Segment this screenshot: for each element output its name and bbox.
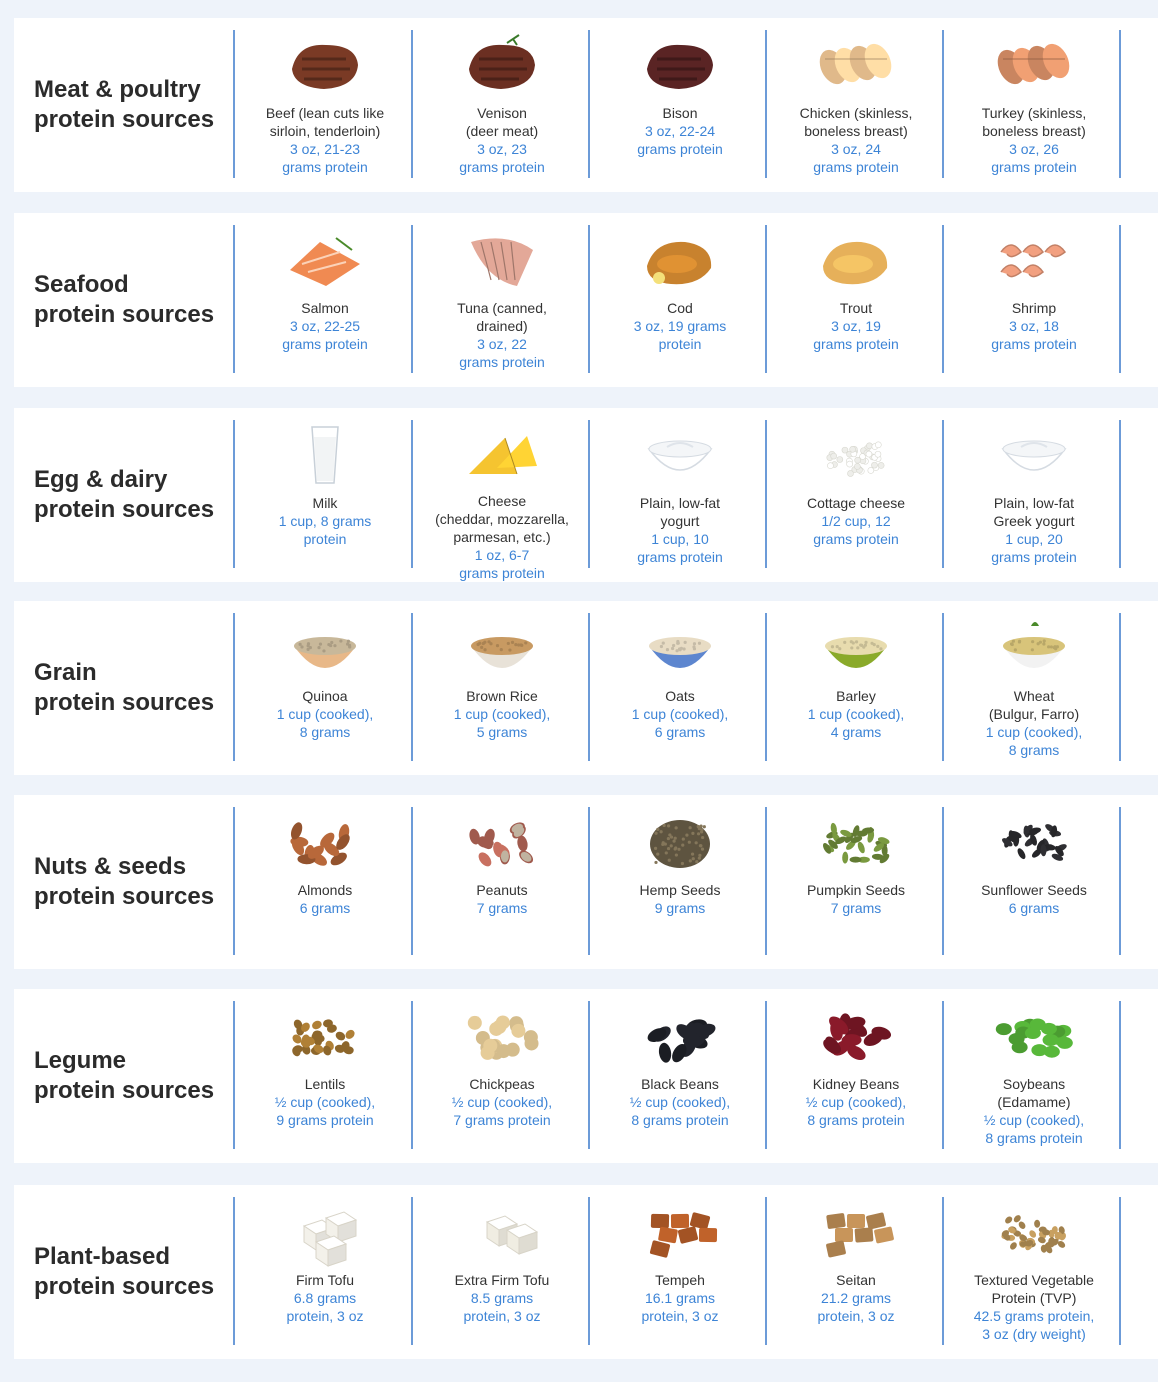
protein-amount: 3 oz, 22-24 grams protein	[637, 123, 723, 157]
food-name: Salmon	[301, 300, 349, 316]
turkey-icon	[946, 26, 1122, 104]
section-title	[34, 989, 239, 1163]
protein-amount: ½ cup (cooked), 8 grams protein	[805, 1094, 907, 1128]
protein-amount: 1 cup (cooked), 6 grams	[631, 706, 729, 740]
section-title-line: Grain	[34, 659, 97, 686]
food-item	[237, 795, 413, 969]
hemp-seeds-icon	[592, 803, 768, 881]
food-illustration	[280, 1196, 370, 1268]
food-name: Beef (lean cuts like sirloin, tenderloin)	[265, 105, 385, 139]
protein-amount: 3 oz, 22 grams protein	[459, 336, 545, 370]
food-illustration	[457, 418, 547, 490]
food-item	[768, 601, 944, 775]
protein-amount: 42.5 grams protein, 3 oz (dry weight)	[973, 1308, 1095, 1342]
protein-amount: ½ cup (cooked), 7 grams protein	[451, 1094, 553, 1128]
food-name: Chickpeas	[469, 1076, 535, 1092]
food-item	[237, 989, 413, 1163]
food-illustration	[280, 224, 370, 296]
food-item	[768, 989, 944, 1163]
protein-amount: ½ cup (cooked), 8 grams protein	[629, 1094, 731, 1128]
section-title	[34, 408, 239, 582]
protein-amount: 7 grams	[476, 900, 528, 916]
almonds-icon	[237, 803, 413, 881]
protein-amount: 6 grams	[1008, 900, 1060, 916]
food-illustration	[457, 806, 547, 878]
food-name: Chicken (skinless, boneless breast)	[799, 105, 913, 139]
food-name: Cottage cheese	[806, 495, 906, 511]
food-item	[768, 795, 944, 969]
peanuts-icon	[414, 803, 590, 881]
food-illustration	[457, 29, 547, 101]
food-name: Brown Rice	[466, 688, 538, 704]
food-item	[592, 601, 768, 775]
section-title-line: protein sources	[34, 496, 215, 523]
protein-amount: 1 cup, 10 grams protein	[637, 531, 723, 565]
food-item	[946, 18, 1122, 192]
food-item	[768, 408, 944, 582]
protein-amount: 16.1 grams protein, 3 oz	[641, 1290, 719, 1324]
protein-amount: 1 cup (cooked), 8 grams	[276, 706, 374, 740]
protein-amount: 8.5 grams protein, 3 oz	[463, 1290, 541, 1324]
food-item	[414, 1185, 590, 1359]
food-item	[592, 989, 768, 1163]
food-illustration	[280, 806, 370, 878]
food-illustration	[989, 29, 1079, 101]
food-item	[592, 213, 768, 387]
firm-tofu-icon	[237, 1193, 413, 1271]
food-illustration	[811, 224, 901, 296]
oats-bowl-icon	[592, 609, 768, 687]
section-title-line: protein sources	[34, 301, 215, 328]
food-name: Lentils	[304, 1076, 346, 1092]
protein-amount: 1 oz, 6-7 grams protein	[459, 547, 545, 581]
column-divider	[233, 1197, 235, 1345]
section-title-line: Egg & dairy	[34, 466, 168, 493]
shrimp-icon	[946, 221, 1122, 299]
food-item	[768, 213, 944, 387]
food-name: Milk	[312, 495, 338, 511]
salmon-icon	[237, 221, 413, 299]
section-title-line: protein sources	[34, 1077, 215, 1104]
food-item	[237, 18, 413, 192]
milk-glass-icon	[237, 416, 413, 494]
protein-amount: 3 oz, 22-25 grams protein	[282, 318, 368, 352]
sunflower-seeds-icon	[946, 803, 1122, 881]
protein-amount: 3 oz, 21-23 grams protein	[282, 141, 368, 175]
food-item	[414, 795, 590, 969]
trout-icon	[768, 221, 944, 299]
food-name: Plain, low-fat Greek yogurt	[993, 495, 1075, 529]
food-item	[946, 795, 1122, 969]
section-title	[34, 795, 239, 969]
food-item	[946, 1185, 1122, 1359]
food-name: Kidney Beans	[812, 1076, 900, 1092]
protein-amount: 1 cup (cooked), 5 grams	[453, 706, 551, 740]
section-card	[14, 989, 1158, 1163]
greek-yogurt-icon	[946, 416, 1122, 494]
seitan-icon	[768, 1193, 944, 1271]
cheese-icon	[414, 416, 590, 492]
section-title	[34, 601, 239, 775]
food-item	[237, 601, 413, 775]
food-item	[768, 18, 944, 192]
section-title-line: Seafood	[34, 271, 129, 298]
food-name: Seitan	[836, 1272, 876, 1288]
steak-icon	[237, 26, 413, 104]
food-illustration	[280, 29, 370, 101]
protein-amount: 1/2 cup, 12 grams protein	[813, 513, 899, 547]
food-illustration	[811, 806, 901, 878]
black-beans-icon	[592, 997, 768, 1075]
edamame-icon	[946, 997, 1122, 1075]
food-illustration	[635, 1196, 725, 1268]
wheat-bowl-icon	[946, 609, 1122, 687]
column-divider	[233, 807, 235, 955]
food-name: Quinoa	[302, 688, 348, 704]
food-name: Tempeh	[655, 1272, 705, 1288]
protein-amount: 3 oz, 19 grams protein	[633, 318, 727, 352]
section-card	[14, 18, 1158, 192]
tuna-icon	[414, 221, 590, 299]
food-name: Sunflower Seeds	[981, 882, 1087, 898]
food-illustration	[635, 612, 725, 684]
barley-bowl-icon	[768, 609, 944, 687]
food-name: Tuna (canned, drained)	[457, 300, 547, 334]
food-name: Black Beans	[641, 1076, 719, 1092]
food-illustration	[280, 419, 370, 491]
food-illustration	[635, 29, 725, 101]
food-illustration	[989, 419, 1079, 491]
section-card	[14, 795, 1158, 969]
food-item	[414, 213, 590, 387]
column-divider	[233, 613, 235, 761]
cottage-cheese-icon	[768, 416, 944, 494]
section-card	[14, 601, 1158, 775]
protein-amount: 9 grams	[654, 900, 706, 916]
section-title-line: Meat & poultry	[34, 76, 201, 103]
food-item	[414, 989, 590, 1163]
food-illustration	[811, 612, 901, 684]
brown-rice-bowl-icon	[414, 609, 590, 687]
food-name: Textured Vegetable Protein (TVP)	[974, 1272, 1094, 1306]
protein-amount: 1 cup (cooked), 4 grams	[807, 706, 905, 740]
bison-icon	[592, 26, 768, 104]
section-title	[34, 213, 239, 387]
food-illustration	[457, 1196, 547, 1268]
section-title-line: protein sources	[34, 1273, 215, 1300]
chicken-icon	[768, 26, 944, 104]
protein-amount: 1 cup, 8 grams protein	[278, 513, 372, 547]
food-name: Cod	[667, 300, 693, 316]
food-item	[237, 408, 413, 582]
pumpkin-seeds-icon	[768, 803, 944, 881]
food-name: Peanuts	[476, 882, 528, 898]
food-item	[768, 1185, 944, 1359]
food-item	[414, 601, 590, 775]
food-illustration	[280, 1000, 370, 1072]
food-name: Hemp Seeds	[639, 882, 721, 898]
food-item	[592, 18, 768, 192]
food-name: Bison	[662, 105, 698, 121]
food-illustration	[635, 806, 725, 878]
section-card	[14, 213, 1158, 387]
food-illustration	[457, 1000, 547, 1072]
food-name: Cheese (cheddar, mozzarella, parmesan, etc.)	[435, 493, 569, 545]
protein-amount: 1 cup, 20 grams protein	[991, 531, 1077, 565]
extra-firm-tofu-icon	[414, 1193, 590, 1271]
food-item	[946, 601, 1122, 775]
protein-amount: 21.2 grams protein, 3 oz	[817, 1290, 895, 1324]
protein-amount: 6 grams	[299, 900, 351, 916]
protein-amount: ½ cup (cooked), 9 grams protein	[274, 1094, 376, 1128]
food-illustration	[635, 1000, 725, 1072]
food-illustration	[989, 806, 1079, 878]
food-illustration	[811, 1196, 901, 1268]
section-title-line: protein sources	[34, 883, 215, 910]
yogurt-bowl-icon	[592, 416, 768, 494]
food-name: Almonds	[297, 882, 353, 898]
protein-amount: 3 oz, 26 grams protein	[991, 141, 1077, 175]
column-divider	[233, 1001, 235, 1149]
column-divider	[233, 420, 235, 568]
section-card	[14, 408, 1158, 582]
protein-amount: 7 grams	[830, 900, 882, 916]
food-illustration	[989, 1000, 1079, 1072]
section-card	[14, 1185, 1158, 1359]
food-illustration	[811, 29, 901, 101]
quinoa-bowl-icon	[237, 609, 413, 687]
kidney-beans-icon	[768, 997, 944, 1075]
food-item	[592, 1185, 768, 1359]
food-name: Oats	[665, 688, 695, 704]
food-illustration	[457, 224, 547, 296]
protein-amount: 3 oz, 24 grams protein	[813, 141, 899, 175]
food-item	[946, 213, 1122, 387]
venison-icon	[414, 26, 590, 104]
section-title	[34, 18, 239, 192]
section-title-line: protein sources	[34, 106, 215, 133]
tempeh-icon	[592, 1193, 768, 1271]
food-name: Plain, low-fat yogurt	[639, 495, 721, 529]
protein-amount: 3 oz, 19 grams protein	[813, 318, 899, 352]
food-item	[946, 989, 1122, 1163]
food-name: Wheat (Bulgur, Farro)	[988, 688, 1080, 722]
food-name: Extra Firm Tofu	[454, 1272, 550, 1288]
protein-amount: 1 cup (cooked), 8 grams	[985, 724, 1083, 758]
section-title	[34, 1185, 239, 1359]
food-name: Shrimp	[1011, 300, 1057, 316]
food-illustration	[811, 1000, 901, 1072]
food-name: Turkey (skinless, boneless breast)	[981, 105, 1087, 139]
column-divider	[233, 30, 235, 178]
food-item	[237, 213, 413, 387]
food-illustration	[811, 419, 901, 491]
section-title-line: Plant-based	[34, 1243, 171, 1270]
food-illustration	[989, 612, 1079, 684]
food-item	[592, 408, 768, 582]
food-name: Soybeans (Edamame)	[997, 1076, 1071, 1110]
cod-icon	[592, 221, 768, 299]
food-illustration	[635, 224, 725, 296]
food-item	[414, 408, 590, 582]
chickpeas-icon	[414, 997, 590, 1075]
section-title-line: protein sources	[34, 689, 215, 716]
lentils-icon	[237, 997, 413, 1075]
section-title-line: Legume	[34, 1047, 127, 1074]
protein-amount: 3 oz, 18 grams protein	[991, 318, 1077, 352]
food-illustration	[635, 419, 725, 491]
food-item	[592, 795, 768, 969]
protein-amount: 6.8 grams protein, 3 oz	[286, 1290, 364, 1324]
section-title-line: Nuts & seeds	[34, 853, 187, 880]
food-name: Firm Tofu	[295, 1272, 355, 1288]
food-item	[237, 1185, 413, 1359]
protein-amount: ½ cup (cooked), 8 grams protein	[983, 1112, 1085, 1146]
food-illustration	[280, 612, 370, 684]
food-illustration	[989, 1196, 1079, 1268]
food-name: Trout	[839, 300, 873, 316]
food-name: Venison (deer meat)	[465, 105, 539, 139]
tvp-icon	[946, 1193, 1122, 1271]
food-name: Barley	[836, 688, 876, 704]
column-divider	[233, 225, 235, 373]
food-item	[946, 408, 1122, 582]
food-illustration	[989, 224, 1079, 296]
food-item	[414, 18, 590, 192]
food-illustration	[457, 612, 547, 684]
protein-amount: 3 oz, 23 grams protein	[459, 141, 545, 175]
food-name: Pumpkin Seeds	[806, 882, 906, 898]
